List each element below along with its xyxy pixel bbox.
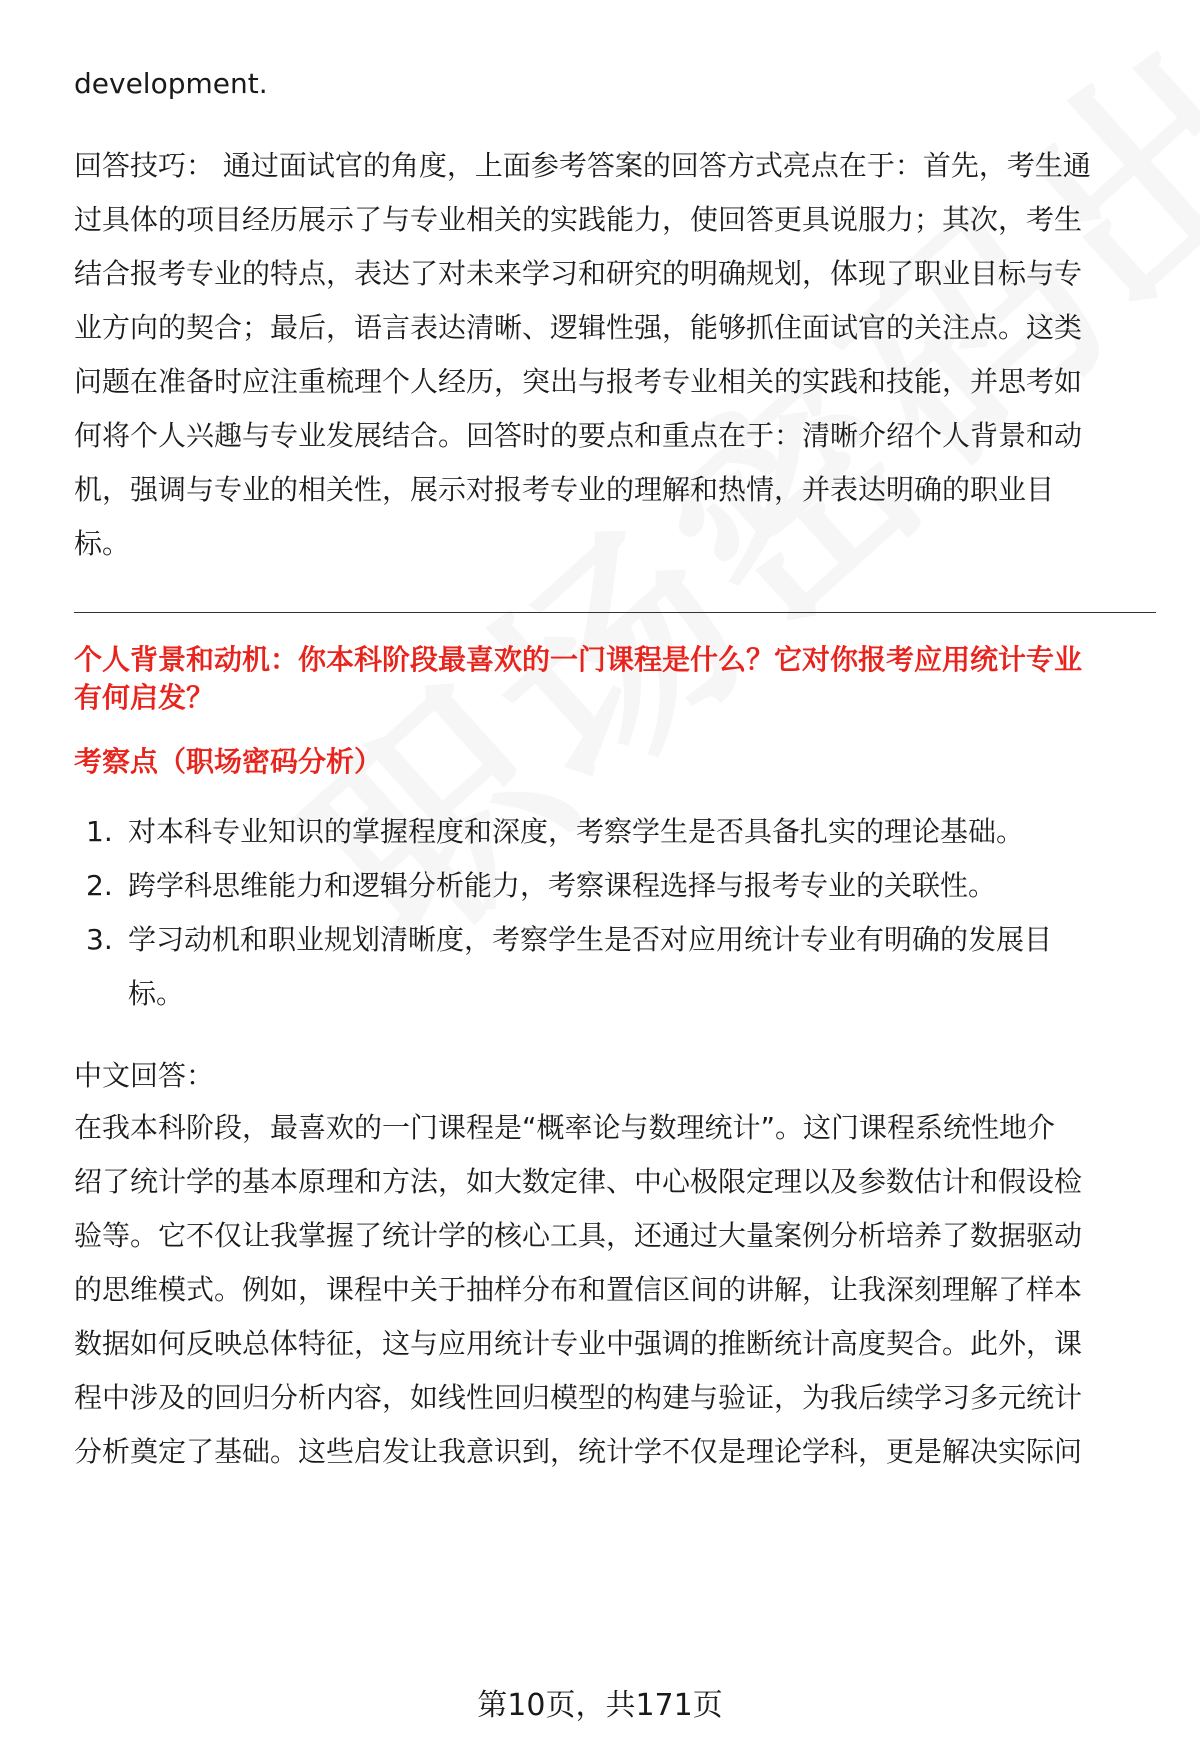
answer-line: 数据如何反映总体特征，这与应用统计专业中强调的推断统计高度契合。此外，课: [74, 1327, 1083, 1360]
list-item-continuation: 标。: [128, 977, 185, 1010]
tips-line: 回答技巧： 通过面试官的角度，上面参考答案的回答方式亮点在于：首先，考生通: [74, 149, 1091, 182]
page-footer: 第10页，共171页: [477, 1688, 723, 1723]
section-divider: [74, 612, 1156, 613]
tips-line: 标。: [74, 527, 131, 560]
question-line: 有何启发？: [74, 681, 215, 714]
list-number: 1.: [86, 815, 113, 848]
question-line: 个人背景和动机：你本科阶段最喜欢的一门课程是什么？它对你报考应用统计专业: [74, 643, 1083, 676]
tips-line: 业方向的契合；最后，语言表达清晰、逻辑性强，能够抓住面试官的关注点。这类: [74, 311, 1083, 344]
tips-line: 结合报考专业的特点，表达了对未来学习和研究的明确规划，体现了职业目标与专: [74, 257, 1083, 290]
list-number: 3.: [86, 923, 113, 956]
list-item: 学习动机和职业规划清晰度，考察学生是否对应用统计专业有明确的发展目: [128, 923, 1053, 956]
answer-line: 在我本科阶段，最喜欢的一门课程是“概率论与数理统计”。这门课程系统性地介: [74, 1111, 1056, 1144]
answer-line: 程中涉及的回归分析内容，如线性回归模型的构建与验证，为我后续学习多元统计: [74, 1381, 1083, 1414]
answer-label: 中文回答：: [74, 1059, 215, 1092]
answer-line: 的思维模式。例如，课程中关于抽样分布和置信区间的讲解，让我深刻理解了样本: [74, 1273, 1083, 1306]
answer-line: 分析奠定了基础。这些启发让我意识到，统计学不仅是理论学科，更是解决实际问: [74, 1435, 1083, 1468]
answer-line: 绍了统计学的基本原理和方法，如大数定律、中心极限定理以及参数估计和假设检: [74, 1165, 1083, 1198]
tips-line: 机，强调与专业的相关性，展示对报考专业的理解和热情，并表达明确的职业目: [74, 473, 1055, 506]
list-item: 对本科专业知识的掌握程度和深度，考察学生是否具备扎实的理论基础。: [128, 815, 1025, 848]
list-number: 2.: [86, 869, 113, 902]
top-text: development.: [74, 67, 268, 100]
tips-line: 过具体的项目经历展示了与专业相关的实践能力，使回答更具说服力；其次，考生: [74, 203, 1083, 236]
tips-line: 问题在准备时应注重梳理个人经历，突出与报考专业相关的实践和技能，并思考如: [74, 365, 1083, 398]
tips-line: 何将个人兴趣与专业发展结合。回答时的要点和重点在于：清晰介绍个人背景和动: [74, 419, 1083, 452]
answer-line: 验等。它不仅让我掌握了统计学的核心工具，还通过大量案例分析培养了数据驱动: [74, 1219, 1083, 1252]
list-item: 跨学科思维能力和逻辑分析能力，考察课程选择与报考专业的关联性。: [128, 869, 997, 902]
examination-heading: 考察点（职场密码分析）: [74, 745, 383, 778]
